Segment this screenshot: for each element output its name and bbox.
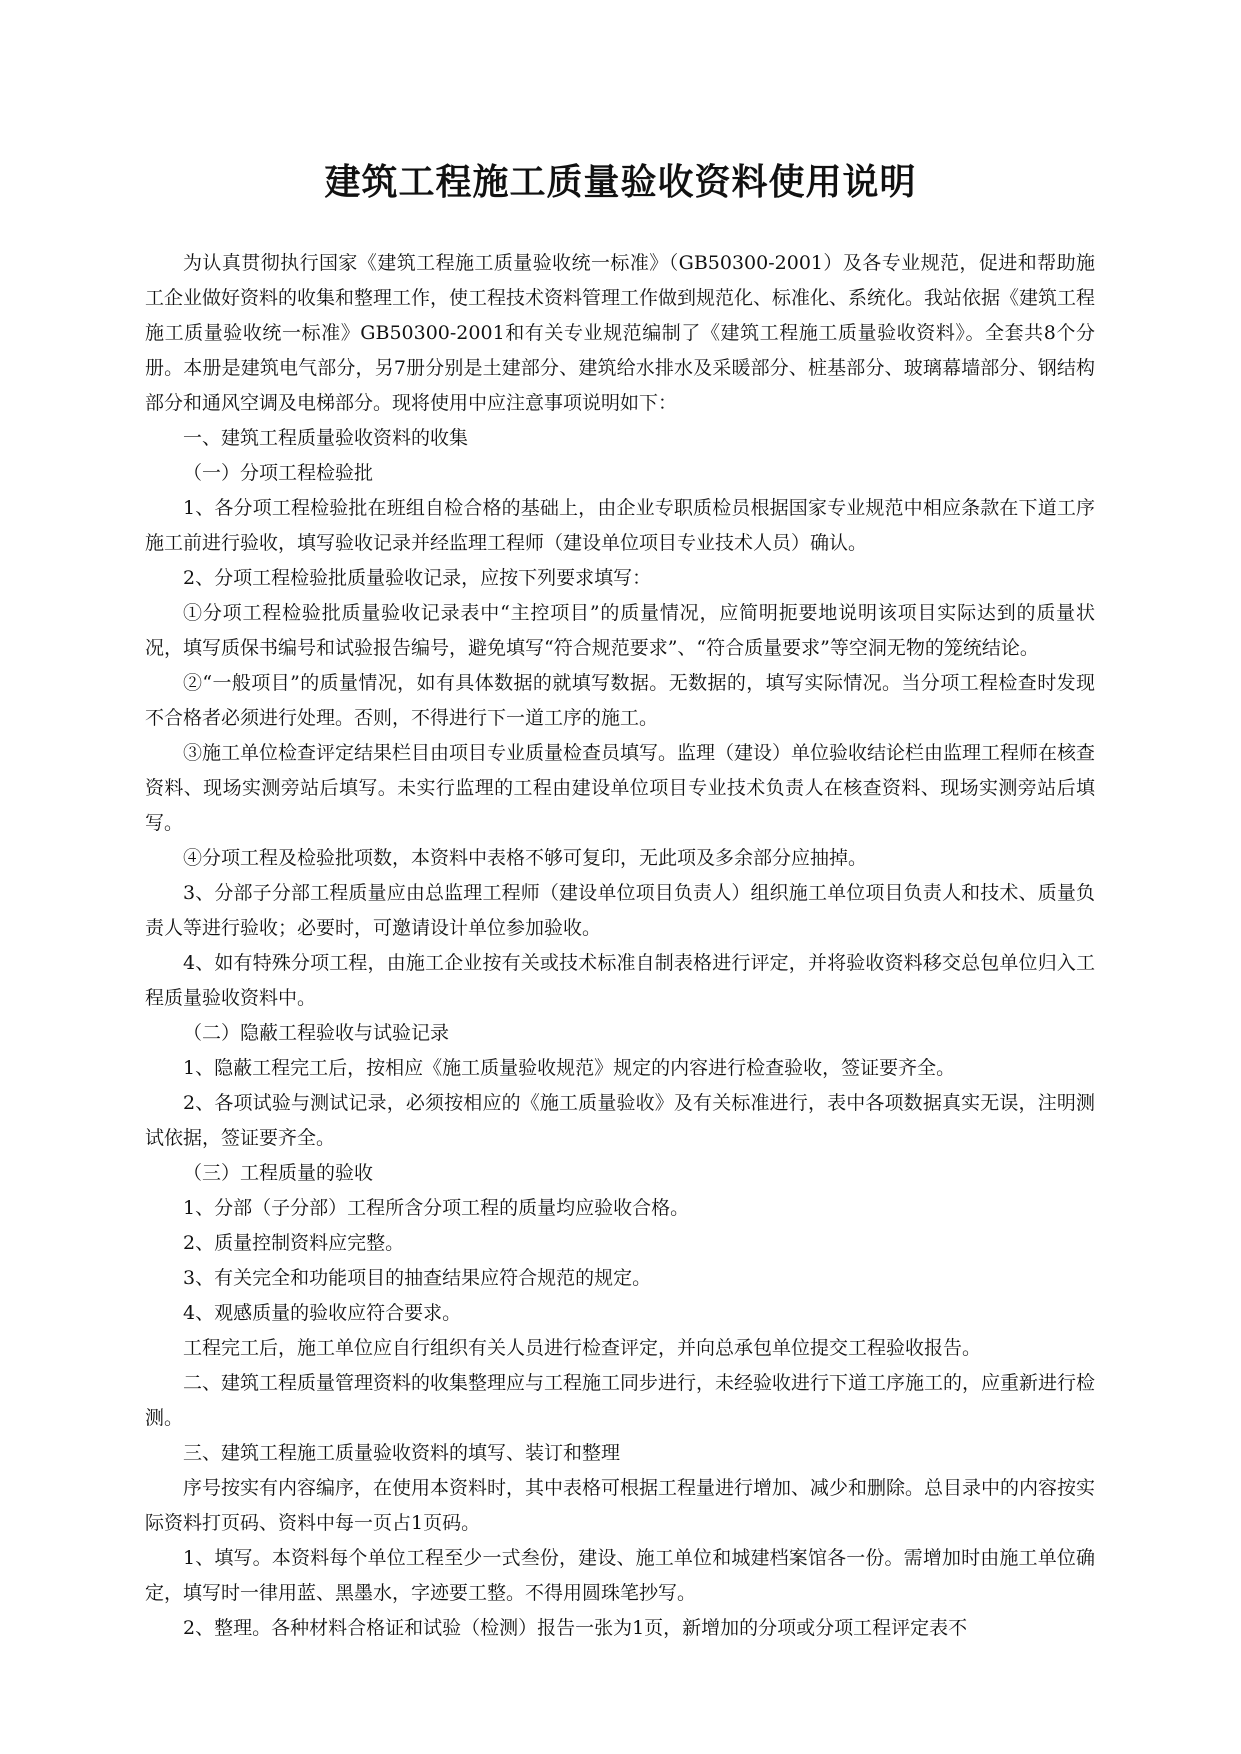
section-heading-1: 一、建筑工程质量验收资料的收集	[183, 427, 469, 449]
paragraph: 1、分部（子分部）工程所含分项工程的质量均应验收合格。	[183, 1197, 690, 1219]
paragraph: 2、整理。各种材料合格证和试验（检测）报告一张为1页，新增加的分项或分项工程评定表不	[183, 1617, 968, 1639]
section-heading-2: 二、建筑工程质量管理资料的收集整理应与工程施工同步进行，未经验收进行下道工序施工的，应重新进行检测。	[145, 1372, 1096, 1429]
paragraph: 4、如有特殊分项工程，由施工企业按有关或技术标准自制表格进行评定，并将验收资料移交总包单位归入工程质量验收资料中。	[145, 952, 1095, 1009]
paragraph: 4、观感质量的验收应符合要求。	[183, 1302, 462, 1324]
paragraph: 1、各分项工程检验批在班组自检合格的基础上，由企业专职质检员根据国家专业规范中相应条款在下道工序施工前进行验收，填写验收记录并经监理工程师（建设单位项目专业技术人员）确认。	[145, 497, 1095, 554]
paragraph: 2、分项工程检验批质量验收记录，应按下列要求填写：	[183, 567, 652, 589]
paragraph: 1、隐蔽工程完工后，按相应《施工质量验收规范》规定的内容进行检查验收，签证要齐全。	[183, 1057, 956, 1079]
section-heading-3: 三、建筑工程施工质量验收资料的填写、装订和整理	[183, 1442, 621, 1464]
paragraph: ④分项工程及检验批项数，本资料中表格不够可复印，无此项及多余部分应抽掉。	[183, 847, 868, 869]
paragraph: 1、填写。本资料每个单位工程至少一式叁份，建设、施工单位和城建档案馆各一份。需增加时由施工单位确定，填写时一律用蓝、黑墨水，字迹要工整。不得用圆珠笔抄写。	[145, 1547, 1095, 1604]
paragraph: ③施工单位检查评定结果栏目由项目专业质量检查员填写。监理（建设）单位验收结论栏由监理工程师在核查资料、现场实测旁站后填写。未实行监理的工程由建设单位项目专业技术负责人在核查资料、现场实测旁站后填写。	[145, 742, 1096, 834]
document-body	[145, 246, 1095, 1646]
paragraph-intro: 为认真贯彻执行国家《建筑工程施工质量验收统一标准》（GB50300-2001）及各专业规范，促进和帮助施工企业做好资料的收集和整理工作，使工程技术资料管理工作做到规范化、标准化、系统化。我站依据《建筑工程施工质量验收统一标准》GB50300-2001和有关专业规范编制了《建筑工程施工质量验收资料》。全套共8个分册。本册是建筑电气部分，另7册分别是土建部分、建筑给水排水及采暖部分、桩基部分、玻璃幕墙部分、钢结构部分和通风空调及电梯部分。现将使用中应注意事项说明如下：	[145, 252, 1096, 414]
paragraph: 序号按实有内容编序，在使用本资料时，其中表格可根据工程量进行增加、减少和删除。总目录中的内容按实际资料打页码、资料中每一页占1页码。	[145, 1477, 1096, 1534]
paragraph: 2、质量控制资料应完整。	[183, 1232, 405, 1254]
subsection-heading-1: （一）分项工程检验批	[183, 462, 374, 484]
paragraph: 3、分部子分部工程质量应由总监理工程师（建设单位项目负责人）组织施工单位项目负责人和技术、质量负责人等进行验收；必要时，可邀请设计单位参加验收。	[145, 882, 1095, 939]
subsection-heading-3: （三）工程质量的验收	[183, 1162, 374, 1184]
paragraph: ②“一般项目”的质量情况，如有具体数据的就填写数据。无数据的，填写实际情况。当分项工程检查时发现不合格者必须进行处理。否则，不得进行下一道工序的施工。	[145, 672, 1095, 729]
paragraph: ①分项工程检验批质量验收记录表中“主控项目”的质量情况，应简明扼要地说明该项目实际达到的质量状况，填写质保书编号和试验报告编号，避免填写“符合规范要求”、“符合质量要求”等空洞无物的笼统结论。	[145, 602, 1095, 659]
paragraph: 3、有关完全和功能项目的抽查结果应符合规范的规定。	[183, 1267, 652, 1289]
document-title: 建筑工程施工质量验收资料使用说明	[324, 162, 917, 203]
paragraph: 2、各项试验与测试记录，必须按相应的《施工质量验收》及有关标准进行，表中各项数据真实无误，注明测试依据，签证要齐全。	[145, 1092, 1095, 1149]
paragraph: 工程完工后，施工单位应自行组织有关人员进行检查评定，并向总承包单位提交工程验收报告。	[183, 1337, 982, 1359]
subsection-heading-2: （二）隐蔽工程验收与试验记录	[183, 1022, 450, 1044]
